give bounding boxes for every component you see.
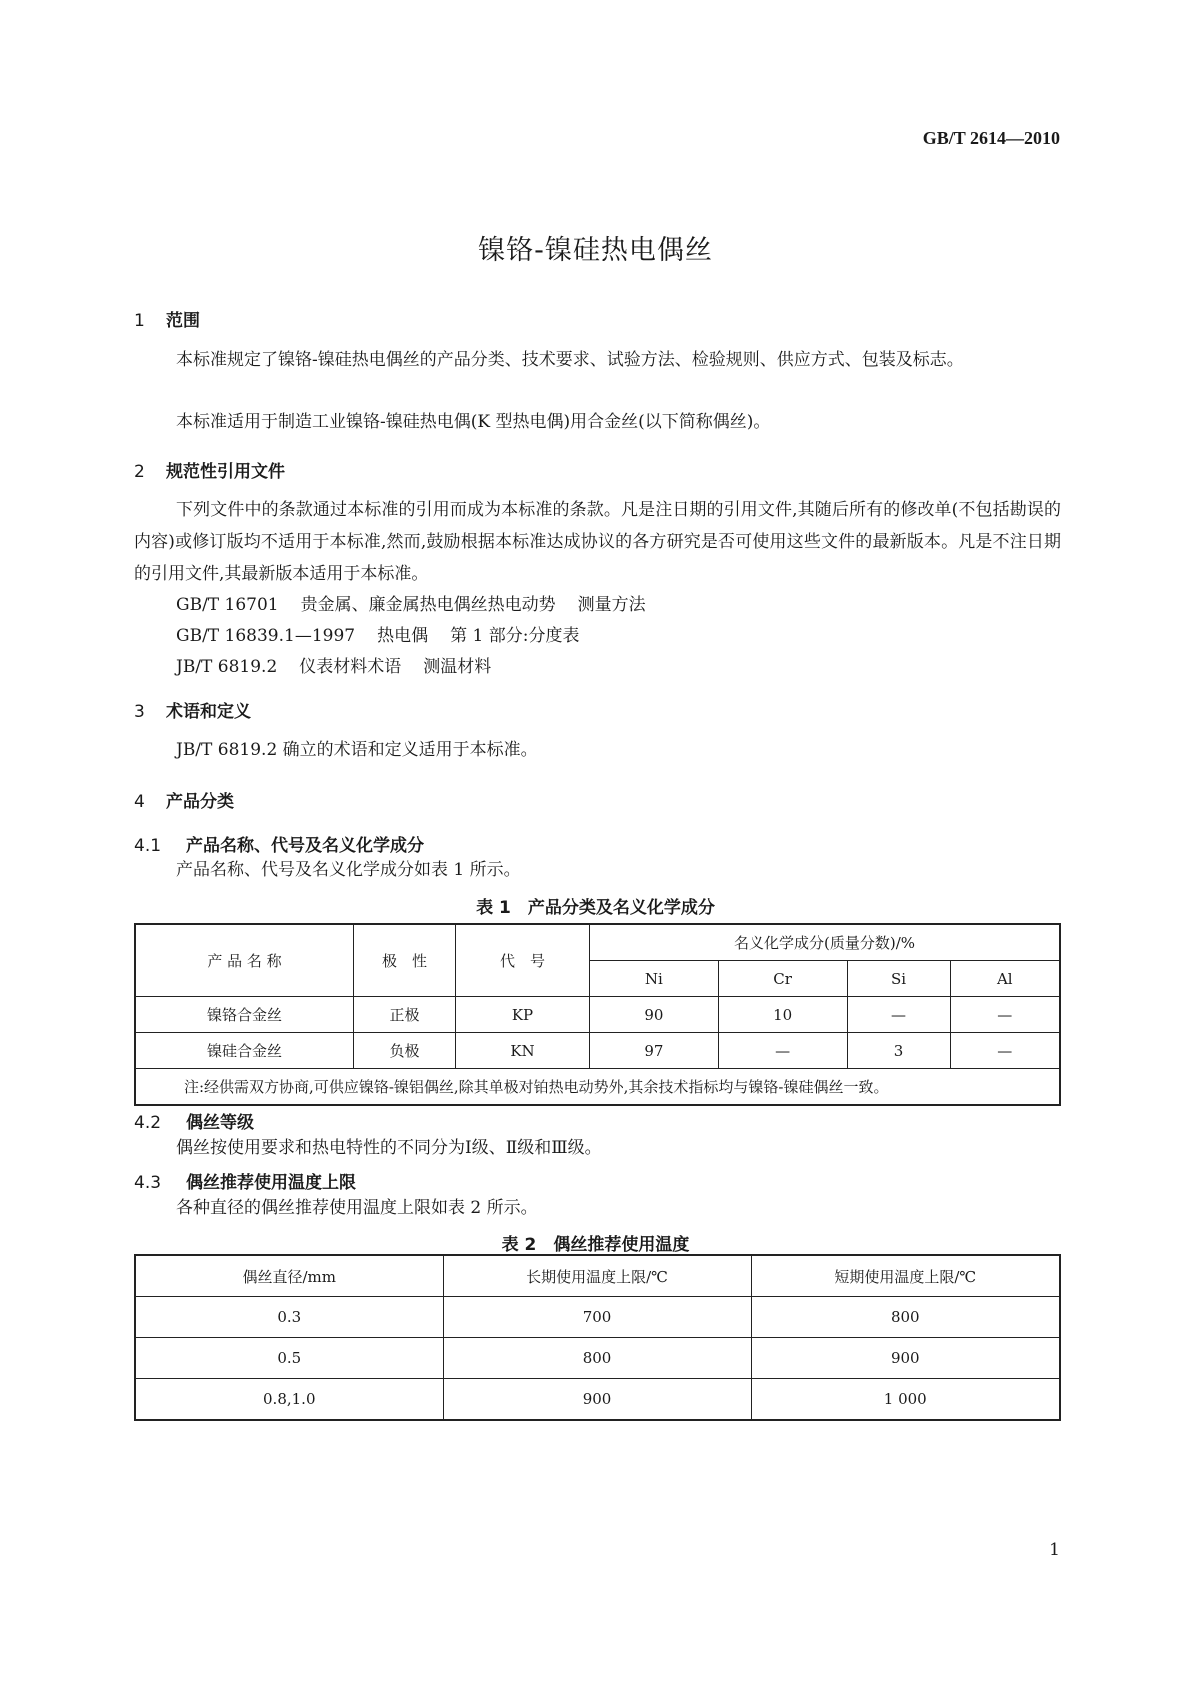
reference-item xyxy=(176,621,601,646)
page-number: 1 xyxy=(1049,1540,1060,1560)
table-header-cell: Cr xyxy=(718,961,847,997)
section-4-heading xyxy=(134,787,234,812)
subsection-4-1-heading xyxy=(134,831,424,856)
table-header-cell: 长期使用温度上限/℃ xyxy=(443,1255,751,1297)
table-cell: 0.3 xyxy=(135,1297,443,1338)
table-cell: 900 xyxy=(751,1338,1060,1379)
table-cell: 900 xyxy=(443,1379,751,1421)
table-cell: — xyxy=(950,1033,1060,1069)
section-2-paragraph-1: 下列文件中的条款通过本标准的引用而成为本标准的条款。凡是注日期的引用文件,其随后所有的修改单(不包括勘误的内容)或修订版均不适用于本标准,然而,鼓励根据本标准达成协议的各方研究是否可使用这些文件的最新版本。凡是不注日期的引用文件,其最新版本适用于本标准。 xyxy=(134,500,1061,584)
reference-item xyxy=(176,590,668,615)
table-cell: 97 xyxy=(590,1033,719,1069)
table-cell: — xyxy=(950,997,1060,1033)
table-cell: — xyxy=(847,997,950,1033)
table-cell: KP xyxy=(456,997,590,1033)
table-cell: 镍铬合金丝 xyxy=(135,997,354,1033)
section-number: 2 xyxy=(134,462,145,482)
subsection-4-2-paragraph: 偶丝按使用要求和热电特性的不同分为Ⅰ级、Ⅱ级和Ⅲ级。 xyxy=(176,1138,602,1158)
table-2-caption: 表 2 偶丝推荐使用温度 xyxy=(501,1235,690,1255)
table-row xyxy=(135,1033,1060,1069)
standard-code: GB/T 2614—2010 xyxy=(922,128,1060,148)
table-header-cell: 偶丝直径/mm xyxy=(135,1255,443,1297)
table-header-cell: Ni xyxy=(590,961,719,997)
reference-name: 贵金属、廉金属热电偶丝热电动势 xyxy=(300,595,556,615)
document-title: 镍铬-镍硅热电偶丝 xyxy=(478,235,713,266)
reference-code: JB/T 6819.2 xyxy=(176,657,278,677)
reference-code: GB/T 16701 xyxy=(176,595,279,615)
subsection-4-2-heading xyxy=(134,1108,254,1133)
reference-code: GB/T 16839.1—1997 xyxy=(176,626,356,646)
section-1-paragraph-2: 本标准适用于制造工业镍铬-镍硅热电偶(K 型热电偶)用合金丝(以下简称偶丝)。 xyxy=(176,412,771,432)
section-3-paragraph-1: JB/T 6819.2 确立的术语和定义适用于本标准。 xyxy=(176,740,538,760)
table-header-cell: Si xyxy=(847,961,950,997)
table-cell: KN xyxy=(456,1033,590,1069)
table-row xyxy=(135,1379,1060,1421)
table-cell: 0.5 xyxy=(135,1338,443,1379)
section-title: 范围 xyxy=(166,311,200,331)
table-cell: 0.8,1.0 xyxy=(135,1379,443,1421)
table-row xyxy=(135,997,1060,1033)
table-header-cell: 代 号 xyxy=(456,924,590,997)
table-2 xyxy=(134,1254,1061,1421)
table-1-caption: 表 1 产品分类及名义化学成分 xyxy=(476,898,715,918)
subsection-number: 4.1 xyxy=(134,836,162,856)
reference-extra: 测温材料 xyxy=(423,657,492,677)
subsection-4-1-paragraph: 产品名称、代号及名义化学成分如表 1 所示。 xyxy=(176,860,521,880)
reference-name: 仪表材料术语 xyxy=(299,657,402,677)
section-1-paragraph-1: 本标准规定了镍铬-镍硅热电偶丝的产品分类、技术要求、试验方法、检验规则、供应方式、包装及标志。 xyxy=(176,350,964,370)
section-title: 规范性引用文件 xyxy=(166,462,285,482)
table-cell: 镍硅合金丝 xyxy=(135,1033,354,1069)
section-title: 产品分类 xyxy=(166,792,234,812)
table-cell: 800 xyxy=(443,1338,751,1379)
subsection-number: 4.3 xyxy=(134,1173,162,1193)
reference-name: 热电偶 xyxy=(377,626,429,646)
section-title: 术语和定义 xyxy=(166,702,251,722)
table-header-cell: 产 品 名 称 xyxy=(135,924,354,997)
table-header-cell: 极 性 xyxy=(354,924,456,997)
section-1-heading xyxy=(134,306,200,331)
subsection-title: 偶丝推荐使用温度上限 xyxy=(186,1173,356,1193)
table-cell: 1 000 xyxy=(751,1379,1060,1421)
table-row xyxy=(135,1338,1060,1379)
reference-extra: 第 1 部分:分度表 xyxy=(450,626,580,646)
table-row xyxy=(135,1297,1060,1338)
section-number: 1 xyxy=(134,311,145,331)
section-3-heading xyxy=(134,697,251,722)
subsection-title: 偶丝等级 xyxy=(186,1113,254,1133)
section-2-heading xyxy=(134,457,285,482)
reference-item xyxy=(176,652,513,677)
table-cell: — xyxy=(718,1033,847,1069)
table-header-cell: 名义化学成分(质量分数)/% xyxy=(590,924,1061,961)
table-header-cell: 短期使用温度上限/℃ xyxy=(751,1255,1060,1297)
table-cell: 10 xyxy=(718,997,847,1033)
subsection-4-3-paragraph: 各种直径的偶丝推荐使用温度上限如表 2 所示。 xyxy=(176,1198,538,1218)
reference-extra: 测量方法 xyxy=(577,595,646,615)
section-number: 4 xyxy=(134,792,145,812)
table-cell: 正极 xyxy=(354,997,456,1033)
table-header-cell: Al xyxy=(950,961,1060,997)
section-number: 3 xyxy=(134,702,145,722)
subsection-title: 产品名称、代号及名义化学成分 xyxy=(186,836,424,856)
table-cell: 3 xyxy=(847,1033,950,1069)
table-cell: 800 xyxy=(751,1297,1060,1338)
subsection-number: 4.2 xyxy=(134,1113,162,1133)
table-1 xyxy=(134,923,1061,1106)
table-cell: 700 xyxy=(443,1297,751,1338)
subsection-4-3-heading xyxy=(134,1168,356,1193)
table-note: 注:经供需双方协商,可供应镍铬-镍铝偶丝,除其单极对铂热电动势外,其余技术指标均与镍铬-镍硅偶丝一致。 xyxy=(135,1069,1060,1106)
table-cell: 负极 xyxy=(354,1033,456,1069)
table-cell: 90 xyxy=(590,997,719,1033)
